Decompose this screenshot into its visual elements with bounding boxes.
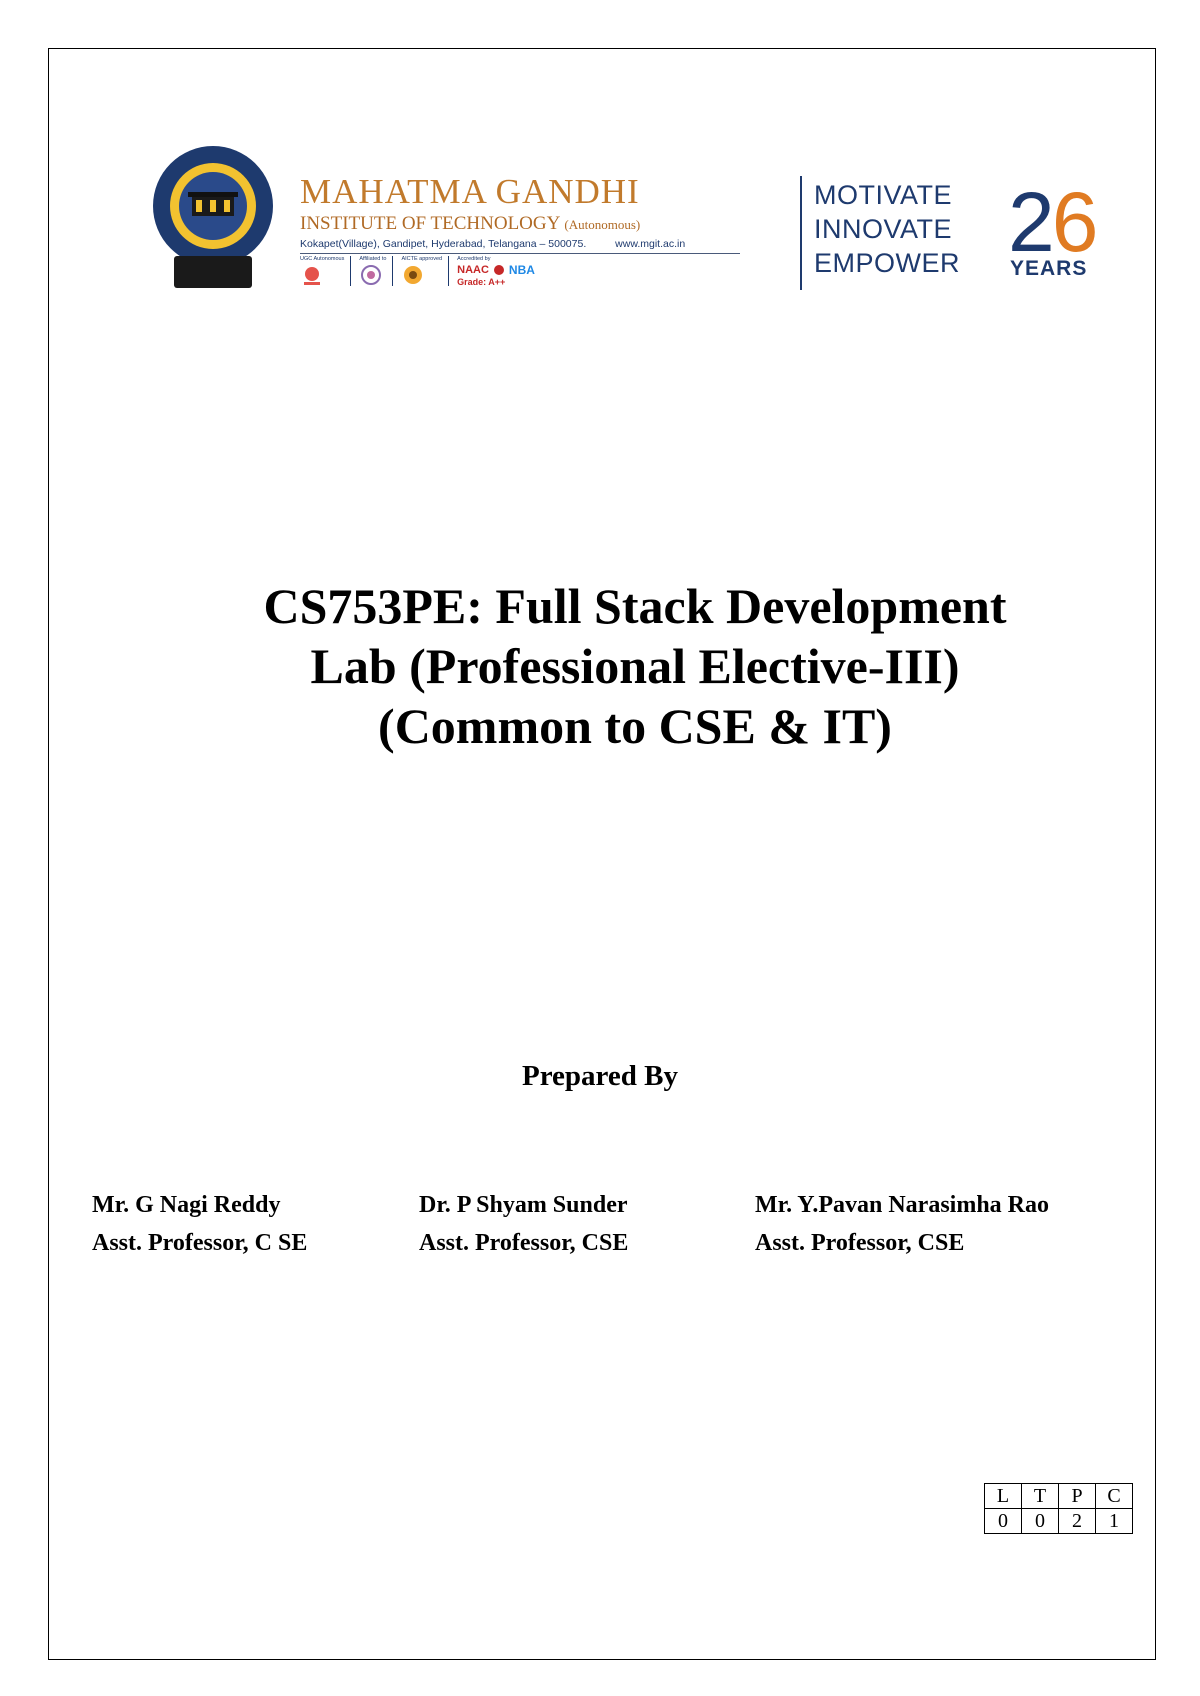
institute-seal-logo <box>148 144 278 290</box>
motto-empower: EMPOWER <box>814 248 961 278</box>
institute-name: MAHATMA GANDHI <box>300 172 640 211</box>
ltpc-value-cell: 0 <box>985 1509 1022 1534</box>
badge-affiliation <box>359 256 393 286</box>
jntuh-emblem-icon <box>359 264 383 286</box>
motto-block <box>814 178 960 280</box>
years-digit-1: 2 <box>1008 175 1052 269</box>
motto-motivate: MOTIVATE <box>814 180 952 210</box>
badge-aicte <box>401 256 449 286</box>
author-3 <box>755 1186 1049 1262</box>
author-name: Mr. G Nagi Reddy <box>92 1192 281 1218</box>
badge-caption: UGC Autonomous <box>300 256 345 262</box>
author-title: Asst. Professor, CSE <box>755 1230 965 1256</box>
ltpc-header-cell: C <box>1096 1484 1133 1509</box>
motto-innovate: INNOVATE <box>814 214 953 244</box>
ltpc-value-cell: 2 <box>1059 1509 1096 1534</box>
ltpc-header-cell: P <box>1059 1484 1096 1509</box>
aicte-emblem-icon <box>401 264 425 286</box>
institute-website: www.mgit.ac.in <box>615 238 686 250</box>
header-vertical-divider <box>800 176 802 290</box>
ltpc-header-cell: T <box>1022 1484 1059 1509</box>
prepared-by-heading: Prepared By <box>521 1060 678 1092</box>
header-rule <box>300 253 740 254</box>
badge-caption: Affiliated to <box>359 256 387 262</box>
institute-header <box>148 144 1108 294</box>
ltpc-header-cell: L <box>985 1484 1022 1509</box>
years-word: YEARS <box>1010 257 1088 280</box>
ltpc-value-cell: 1 <box>1096 1509 1133 1534</box>
author-title: Asst. Professor, CSE <box>419 1230 629 1256</box>
badge-caption: Accredited by <box>457 256 491 262</box>
naac-seal-icon <box>493 264 505 276</box>
course-title-line1: CS753PE: Full Stack Development <box>263 578 1007 634</box>
course-title-line2: Lab (Professional Elective-III) <box>310 638 960 694</box>
author-name: Mr. Y.Pavan Narasimha Rao <box>755 1192 1050 1218</box>
badge-caption: AICTE approved <box>401 256 443 262</box>
institute-address: Kokapet(Village), Gandipet, Hyderabad, Telangana – 500075. <box>300 238 587 250</box>
years-digit-2: 6 <box>1051 175 1096 269</box>
badge-ugc <box>300 256 351 286</box>
author-name: Dr. P Shyam Sunder <box>419 1192 628 1218</box>
author-1 <box>92 1186 307 1262</box>
institute-subtitle-text: INSTITUTE OF TECHNOLOGY <box>300 213 560 234</box>
naac-grade: Grade: A++ <box>457 277 506 287</box>
ugc-emblem-icon <box>300 264 324 286</box>
ltpc-value-row <box>985 1509 1133 1534</box>
nba-logo-text: NBA <box>508 263 535 277</box>
course-title-line3: (Common to CSE & IT) <box>378 698 892 754</box>
badge-accreditation <box>457 256 541 287</box>
course-title <box>200 576 1070 756</box>
author-title: Asst. Professor, C SE <box>92 1230 308 1256</box>
ltpc-header-row <box>985 1484 1133 1509</box>
author-2 <box>419 1186 628 1262</box>
autonomous-label: (Autonomous) <box>564 217 641 232</box>
naac-logo-text: NAAC <box>457 264 489 276</box>
ltpc-credit-table <box>984 1483 1133 1534</box>
ltpc-value-cell: 0 <box>1022 1509 1059 1534</box>
